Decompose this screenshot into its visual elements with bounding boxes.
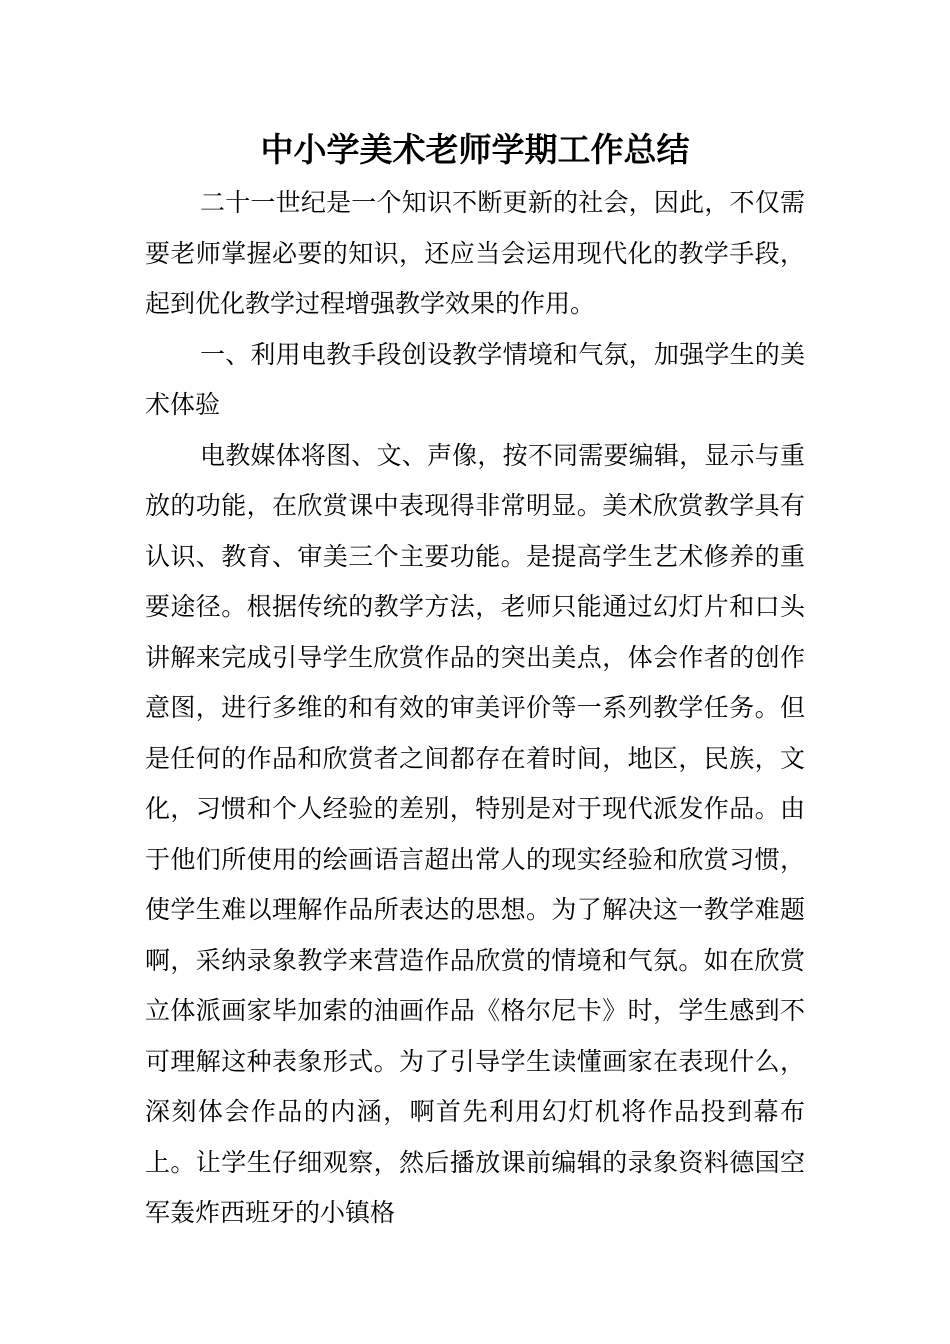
document-body [145,178,805,1239]
section-heading-1: 一、利用电教手段创设教学情境和气氛，加强学生的美术体验 [145,339,805,419]
document-title: 中小学美术老师学期工作总结 [260,130,690,169]
intro-paragraph: 二十一世纪是一个知识不断更新的社会，因此，不仅需要老师掌握必要的知识，还应当会运用现代化的教学手段，起到优化教学过程增强教学效果的作用。 [145,188,805,318]
body-paragraph: 电教媒体将图、文、声像，按不同需要编辑，显示与重放的功能，在欣赏课中表现得非常明显。美术欣赏教学具有认识、教育、审美三个主要功能。是提高学生艺术修养的重要途径。根据传统的教学方法，老师只能通过幻灯片和口头讲解来完成引导学生欣赏作品的突出美点，体会作者的创作意图，进行多维的和有效的审美评价等一系列教学任务。但是任何的作品和欣赏者之间都存在着时间，地区，民族，文化，习惯和个人经验的差别，特别是对于现代派发作品。由于他们所使用的绘画语言超出常人的现实经验和欣赏习惯，使学生难以理解作品所表达的思想。为了解决这一教学难题啊，采纳录象教学来营造作品欣赏的情境和气氛。如在欣赏立体派画家毕加索的油画作品《格尔尼卡》时，学生感到不可理解这种表象形式。为了引导学生读懂画家在表现什么，深刻体会作品的内涵，啊首先利用幻灯机将作品投到幕布上。让学生仔细观察，然后播放课前编辑的录象资料德国空军轰炸西班牙的小镇格 [145,440,805,1227]
